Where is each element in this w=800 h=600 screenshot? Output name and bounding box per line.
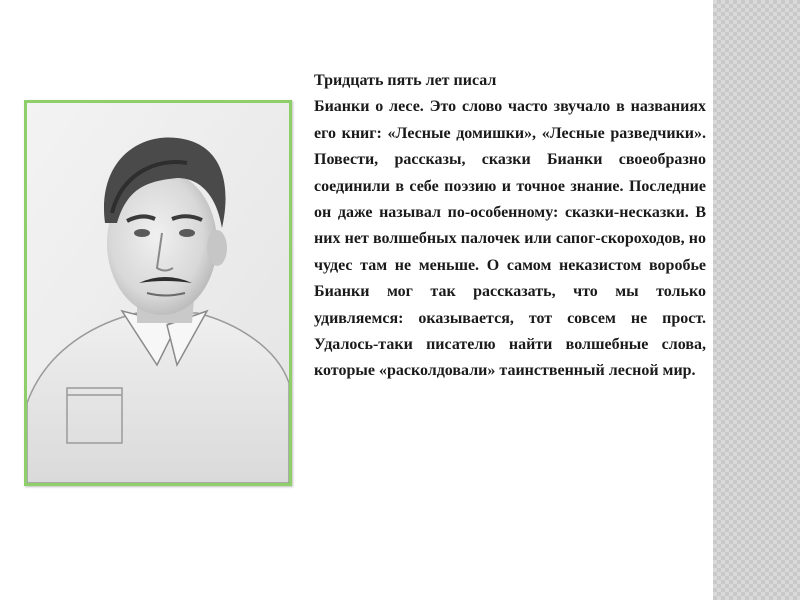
description-text — [314, 68, 706, 385]
text-first-line: Тридцать пять лет писал — [314, 72, 497, 89]
portrait-illustration — [27, 103, 289, 483]
portrait-photo — [24, 100, 292, 486]
decorative-side-strip — [713, 0, 800, 600]
text-body: Бианки о лесе. Это слово часто звучало в названиях его книг: «Лесные домишки», «Лесные разведчики». Повести, рассказы, сказки Бианки своеобразно соединили в себе поэзию и точное знание. Последние он даже называл по-особенному: сказки-несказки. В них нет волшебных палочек или сапог-скороходов, но чудес там не меньше. О самом неказистом воробье Бианки мог так рассказать, что мы только удивляемся: оказывается, тот совсем не прост. Удалось-таки писателю найти волшебные слова, которые «расколдовали» таинственный лесной мир. — [314, 98, 706, 380]
